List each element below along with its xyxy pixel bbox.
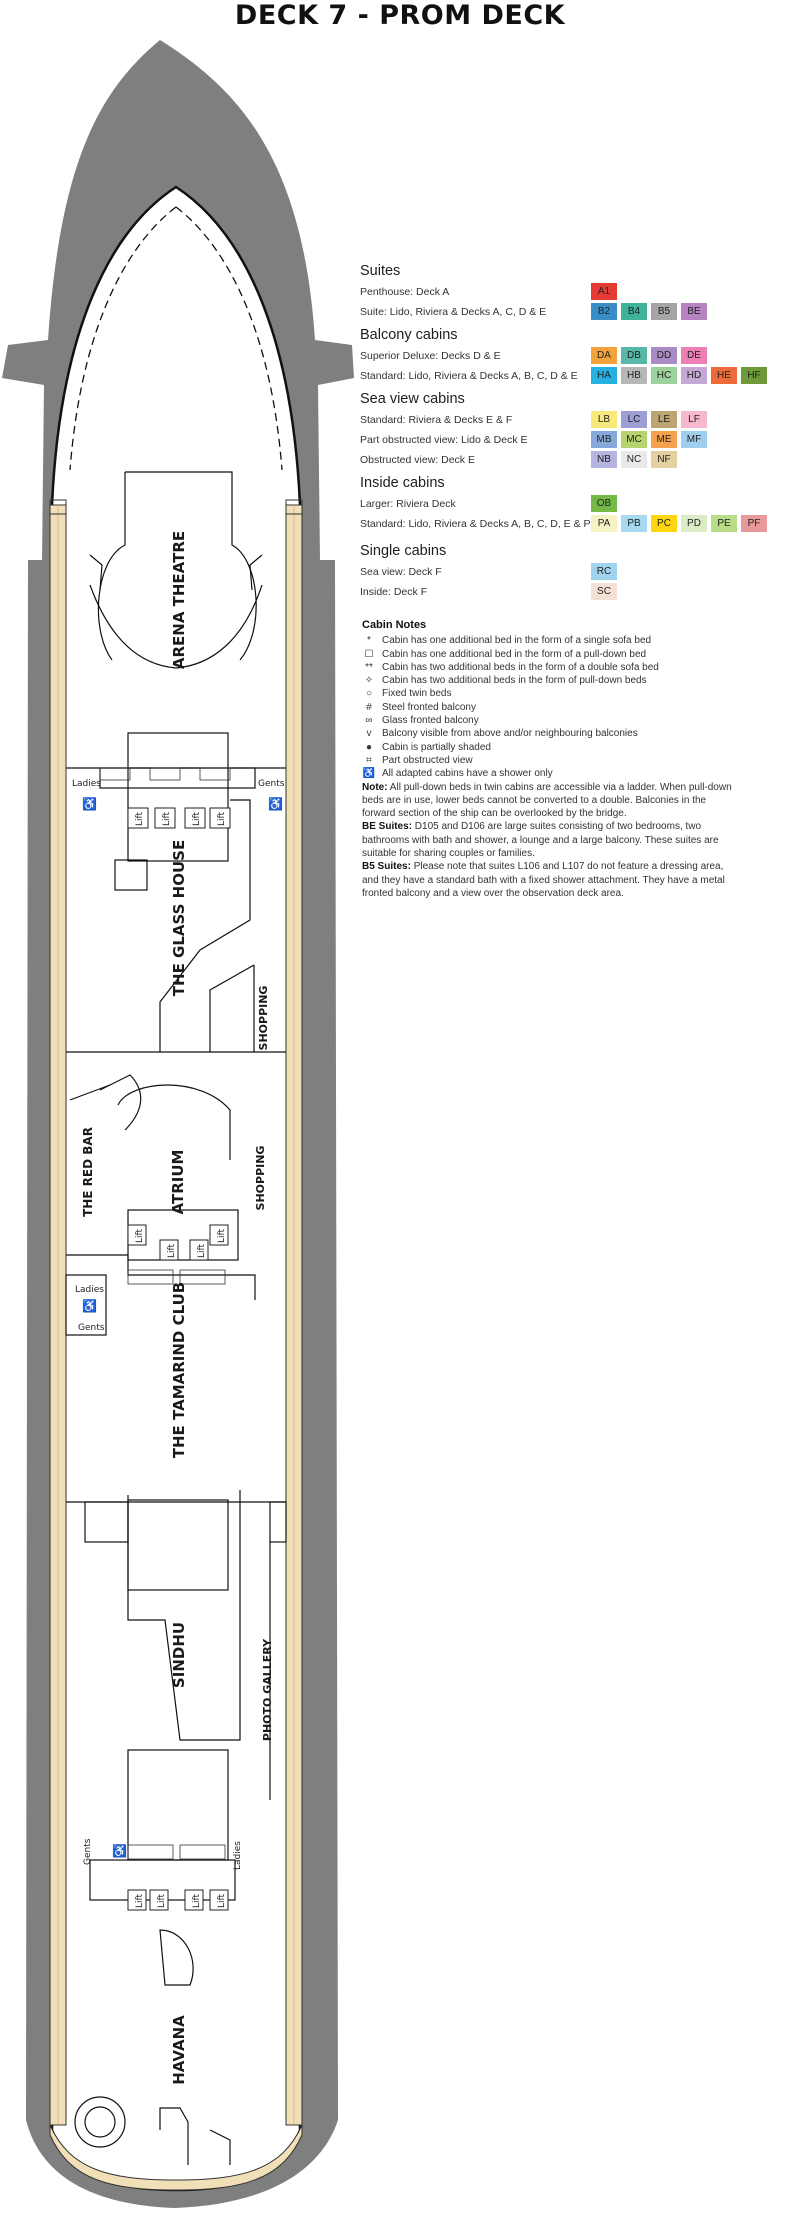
cabin-code-pa: PA [591,515,617,532]
legend-codes [591,303,711,320]
legend-codes [591,583,621,600]
legend-codes [591,431,711,448]
legend-codes [591,283,621,300]
legend-row-label: Part obstructed view: Lido & Deck E [360,434,528,446]
cabin-code-pc: PC [651,515,677,532]
cabin-code-nc: NC [621,451,647,468]
note-item [362,661,732,674]
cabin-code-be: BE [681,303,707,320]
note-symbol-icon: ✧ [364,675,374,687]
ladies-label: Ladies [75,1285,104,1295]
legend-row [360,283,800,303]
legend-row-label: Standard: Lido, Riviera & Decks A, B, C, D, E & P [360,518,591,530]
cabin-code-b2: B2 [591,303,617,320]
cabin-code-me: ME [651,431,677,448]
gents-label: Gents [78,1323,105,1333]
note-symbol-icon: * [367,635,371,647]
cabin-code-mf: MF [681,431,707,448]
ladies-label: Ladies [72,779,101,789]
note-item [362,714,732,727]
notes-list [362,634,732,780]
wheelchair-icon: ♿ [268,797,283,811]
atrium-label: ATRIUM [169,1149,187,1215]
cabin-code-nf: NF [651,451,677,468]
legend-row [360,515,800,535]
legend-section-sea-view [360,391,800,471]
cabin-code-rc: RC [591,563,617,580]
notes-heading: Cabin Notes [362,619,427,631]
cabin-code-pf: PF [741,515,767,532]
legend-row-label: Standard: Riviera & Decks E & F [360,414,513,426]
legend-row-label: Standard: Lido, Riviera & Decks A, B, C, D & E [360,370,578,382]
lift-label: Lift [217,811,227,826]
shopping-fwd-label: SHOPPING [257,985,270,1051]
gents-label: Gents [258,779,285,789]
note-text: Part obstructed view [382,754,473,766]
legend-row-label: Inside: Deck F [360,586,428,598]
legend-section-inside [360,475,800,535]
cabin-code-pe: PE [711,515,737,532]
shopping-mid-label: SHOPPING [254,1145,267,1211]
wheelchair-icon: ♿ [82,1299,97,1313]
note-item [362,687,732,700]
note-item [362,767,732,780]
cabin-code-da: DA [591,347,617,364]
legend-section-balcony [360,327,800,387]
note-text: Fixed twin beds [382,688,452,700]
legend-section-title: Inside cabins [360,475,445,491]
lift-label: Lift [162,811,172,826]
legend-row-label: Penthouse: Deck A [360,286,450,298]
legend-row-label: Obstructed view: Deck E [360,454,475,466]
note-item [362,741,732,754]
note-text: Cabin has two additional beds in the form of pull-down beds [382,675,647,687]
legend-row [360,411,800,431]
havana-label: HAVANA [170,2015,188,2085]
cabin-code-lc: LC [621,411,647,428]
cabin-code-mc: MC [621,431,647,448]
legend-row [360,495,800,515]
cabin-code-b5: B5 [651,303,677,320]
lift-label: Lift [217,1228,227,1243]
note-text: Glass fronted balcony [382,715,479,727]
legend-section-title: Suites [360,263,401,279]
lift-label: Lift [157,1893,167,1908]
note-symbol-icon: ○ [365,688,373,700]
cabin-code-hc: HC [651,367,677,384]
note-text: All adapted cabins have a shower only [382,768,553,780]
legend-section-title: Balcony cabins [360,327,458,343]
red-bar-label: THE RED BAR [81,1127,95,1217]
legend-row [360,367,800,387]
note-symbol-icon: v [366,728,372,740]
legend-row [360,583,800,603]
wheelchair-icon: ♿ [82,797,97,811]
lift-label: Lift [197,1243,207,1258]
note-symbol-icon: ∞ [365,715,373,727]
cabin-code-dd: DD [651,347,677,364]
note-text: Steel fronted balcony [382,701,476,713]
legend-section-single [360,543,800,603]
cabin-code-le: LE [651,411,677,428]
note-item [362,701,732,714]
cabin-code-nb: NB [591,451,617,468]
cabin-code-hf: HF [741,367,767,384]
note-text: Cabin is partially shaded [382,741,491,753]
legend-row [360,563,800,583]
photo-gallery-label: PHOTO GALLERY [261,1638,274,1742]
note-symbol-icon: ● [365,741,373,753]
tamarind-club-label: THE TAMARIND CLUB [170,1281,188,1459]
legend-section-title: Single cabins [360,543,447,559]
note-symbol-icon: ☐ [364,648,374,660]
lift-label: Lift [135,1893,145,1908]
note-item [362,648,732,661]
note-symbol-icon: # [366,701,372,713]
lift-label: Lift [217,1893,227,1908]
cabin-code-hb: HB [621,367,647,384]
cabin-code-hd: HD [681,367,707,384]
deck-title: DECK 7 - PROM DECK [234,0,566,31]
legend-row [360,347,800,367]
cabin-code-lb: LB [591,411,617,428]
cabin-code-de: DE [681,347,707,364]
note-paragraph: Note: All pull-down beds in twin cabins are accessible via a ladder. When pull-down beds are in use, lower beds cannot be converted to a double. Balconies in the forward section of the ship can be overlooked by the bridge. [362,781,732,820]
note-symbol-icon: ⌗ [366,754,372,766]
cabin-code-b4: B4 [621,303,647,320]
legend-row [360,431,800,451]
lift-label: Lift [192,811,202,826]
legend-section-suites [360,263,800,323]
cabin-code-a1: A1 [591,283,617,300]
legend-row-label: Larger: Riviera Deck [360,498,456,510]
legend-codes [591,563,621,580]
note-text: Cabin has one additional bed in the form of a single sofa bed [382,635,652,647]
note-item [362,727,732,740]
lift-label: Lift [192,1893,202,1908]
legend-codes [591,367,771,384]
cabin-code-pb: PB [621,515,647,532]
legend-row-label: Suite: Lido, Riviera & Decks A, C, D & E [360,306,547,318]
legend-codes [591,495,621,512]
legend-row [360,451,800,471]
legend-row-label: Superior Deluxe: Decks D & E [360,350,501,362]
note-symbol-icon: ** [365,661,373,673]
cabin-code-he: HE [711,367,737,384]
arena-theatre-label: ARENA THEATRE [170,530,188,670]
note-text: Cabin has two additional beds in the form of a double sofa bed [382,661,659,673]
cabin-code-ha: HA [591,367,617,384]
cabin-code-lf: LF [681,411,707,428]
legend-row [360,303,800,323]
note-text: Balcony visible from above and/or neighbouring balconies [382,728,638,740]
cabin-code-db: DB [621,347,647,364]
note-symbol-icon: ♿ [362,768,376,780]
sindhu-label: SINDHU [170,1621,188,1689]
cabin-notes [362,619,732,900]
lift-label: Lift [135,811,145,826]
gents-label: Gents [83,1838,93,1865]
note-item [362,754,732,767]
cabin-legend [360,263,800,603]
ladies-label: Ladies [233,1841,243,1870]
legend-section-title: Sea view cabins [360,391,465,407]
legend-row-label: Sea view: Deck F [360,566,442,578]
lift-label: Lift [135,1228,145,1243]
legend-codes [591,451,681,468]
glass-house-label: THE GLASS HOUSE [170,839,188,997]
wheelchair-icon: ♿ [112,1844,127,1858]
legend-codes [591,411,711,428]
cabin-code-sc: SC [591,583,617,600]
legend-codes [591,347,711,364]
cabin-code-pd: PD [681,515,707,532]
b5-suites-paragraph: B5 Suites: Please note that suites L106 and L107 do not feature a dressing area, and they have a standard bath with a fixed shower attachment. They have a metal fronted balcony and a view over the observation deck area. [362,861,725,899]
lift-label: Lift [167,1243,177,1258]
be-suites-paragraph: BE Suites: D105 and D106 are large suites consisting of two bedrooms, two bathrooms with bath and shower, a lounge and a large balcony. These suites are suitable for sharing couples or families. [362,821,719,860]
note-item [362,674,732,687]
cabin-code-mb: MB [591,431,617,448]
note-text: Cabin has one additional bed in the form of a pull-down bed [382,648,647,660]
cabin-code-ob: OB [591,495,617,512]
note-item [362,634,732,647]
legend-codes [591,515,771,532]
